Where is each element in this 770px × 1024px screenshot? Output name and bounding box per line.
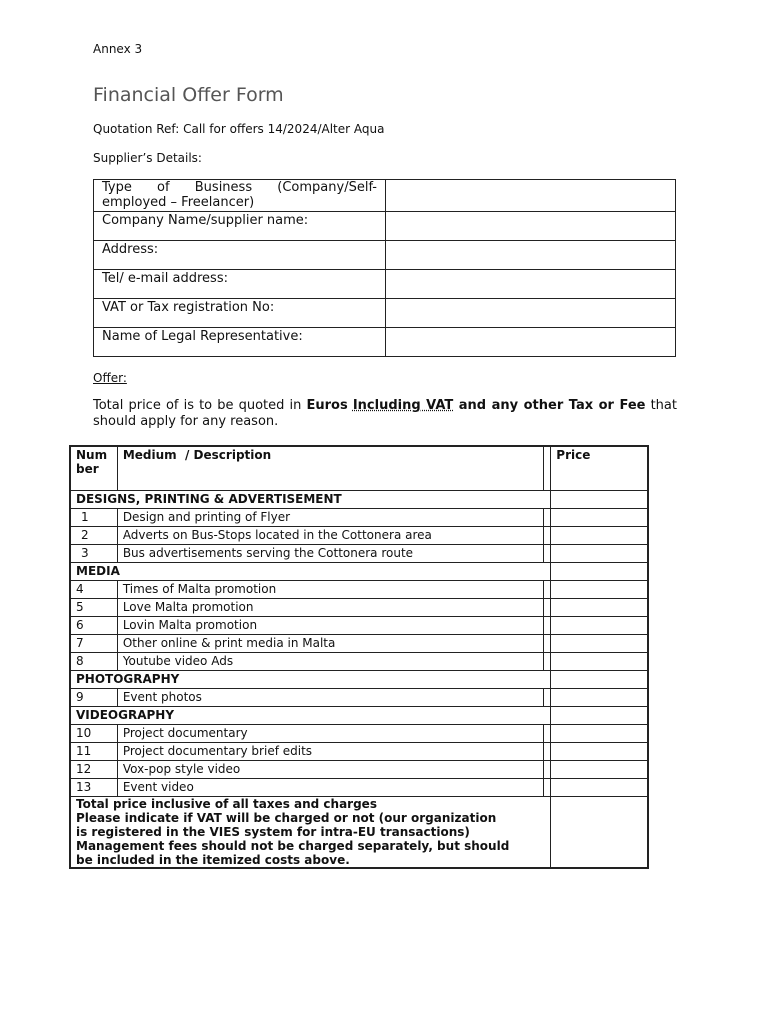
table-row: [70, 617, 648, 635]
header-gap: [544, 446, 551, 491]
row-description: Love Malta promotion: [117, 599, 543, 617]
row-number: 8: [70, 653, 117, 671]
section-row-videography: [70, 707, 648, 725]
supplier-row-legal: [94, 328, 676, 357]
row-number: 4: [70, 581, 117, 599]
price-cell[interactable]: [551, 491, 648, 509]
row-number: 2: [70, 527, 117, 545]
row-number: 13: [70, 779, 117, 797]
row-number: 7: [70, 635, 117, 653]
offer-euros: Euros: [306, 398, 348, 413]
row-description: Project documentary brief edits: [117, 743, 543, 761]
row-description: Vox-pop style video: [117, 761, 543, 779]
row-number: 12: [70, 761, 117, 779]
table-row: [70, 509, 648, 527]
table-row: [70, 761, 648, 779]
row-gap: [544, 527, 551, 545]
price-cell[interactable]: [551, 635, 648, 653]
table-row: [70, 689, 648, 707]
total-line: Total price inclusive of all taxes and charges: [76, 797, 377, 811]
table-row: [70, 527, 648, 545]
section-row-photography: [70, 671, 648, 689]
supplier-details-table: [93, 179, 676, 357]
price-cell[interactable]: [551, 509, 648, 527]
price-cell[interactable]: [551, 545, 648, 563]
row-description: Event video: [117, 779, 543, 797]
offer-including-vat: Including VAT: [352, 398, 454, 413]
company-name-label: Company Name/supplier name:: [94, 212, 386, 241]
supplier-row-type: [94, 180, 676, 212]
row-description: Youtube video Ads: [117, 653, 543, 671]
header-number: Number: [70, 446, 117, 491]
price-cell[interactable]: [551, 689, 648, 707]
table-row: [70, 635, 648, 653]
row-gap: [544, 581, 551, 599]
table-row: [70, 725, 648, 743]
total-line: be included in the itemized costs above.: [76, 853, 350, 867]
price-cell[interactable]: [551, 725, 648, 743]
row-gap: [544, 743, 551, 761]
row-description: Bus advertisements serving the Cottonera route: [117, 545, 543, 563]
vat-field[interactable]: [386, 299, 676, 328]
legal-rep-field[interactable]: [386, 328, 676, 357]
table-row: [70, 743, 648, 761]
row-number: 10: [70, 725, 117, 743]
type-of-business-label: [94, 180, 386, 212]
total-line: is registered in the VIES system for intra-EU transactions): [76, 825, 470, 839]
price-cell[interactable]: [551, 563, 648, 581]
section-title: MEDIA: [70, 563, 551, 581]
price-cell[interactable]: [551, 761, 648, 779]
row-description: Design and printing of Flyer: [117, 509, 543, 527]
type-of-business-field[interactable]: [386, 180, 676, 212]
section-row-designs: [70, 491, 648, 509]
suppliers-details-label: Supplier’s Details:: [93, 151, 202, 165]
table-row: [70, 581, 648, 599]
price-cell[interactable]: [551, 617, 648, 635]
row-description: Times of Malta promotion: [117, 581, 543, 599]
row-gap: [544, 761, 551, 779]
offer-instructions: [93, 398, 677, 430]
section-title: DESIGNS, PRINTING & ADVERTISEMENT: [70, 491, 551, 509]
type-label-line2: employed – Freelancer): [102, 195, 255, 210]
address-label: Address:: [94, 241, 386, 270]
price-table: [69, 445, 649, 869]
section-title: VIDEOGRAPHY: [70, 707, 551, 725]
row-number: 6: [70, 617, 117, 635]
address-field[interactable]: [386, 241, 676, 270]
price-table-header: [70, 446, 648, 491]
price-cell[interactable]: [551, 707, 648, 725]
company-name-field[interactable]: [386, 212, 676, 241]
row-gap: [544, 725, 551, 743]
row-description: Lovin Malta promotion: [117, 617, 543, 635]
row-gap: [544, 599, 551, 617]
row-gap: [544, 509, 551, 527]
price-cell[interactable]: [551, 581, 648, 599]
supplier-row-vat: [94, 299, 676, 328]
total-row: [70, 797, 648, 869]
row-description: Other online & print media in Malta: [117, 635, 543, 653]
row-number: 9: [70, 689, 117, 707]
table-row: [70, 653, 648, 671]
row-number: 1: [70, 509, 117, 527]
total-price-cell[interactable]: [551, 797, 648, 869]
table-row: [70, 779, 648, 797]
table-row: [70, 545, 648, 563]
header-price: Price: [551, 446, 648, 491]
row-gap: [544, 779, 551, 797]
price-cell[interactable]: [551, 743, 648, 761]
page-title: Financial Offer Form: [93, 84, 284, 106]
row-number: 11: [70, 743, 117, 761]
row-number: 5: [70, 599, 117, 617]
row-number: 3: [70, 545, 117, 563]
offer-text-part3: that should apply for any reason.: [93, 398, 677, 429]
row-description: Adverts on Bus-Stops located in the Cottonera area: [117, 527, 543, 545]
section-row-media: [70, 563, 648, 581]
row-gap: [544, 545, 551, 563]
supplier-row-address: [94, 241, 676, 270]
total-label: [70, 797, 551, 869]
row-gap: [544, 617, 551, 635]
offer-text-part1: Total price of is to be quoted in: [93, 398, 307, 413]
price-cell[interactable]: [551, 599, 648, 617]
supplier-row-company: [94, 212, 676, 241]
price-cell[interactable]: [551, 653, 648, 671]
section-title: PHOTOGRAPHY: [70, 671, 551, 689]
price-cell[interactable]: [551, 671, 648, 689]
vat-label: VAT or Tax registration No:: [94, 299, 386, 328]
tel-email-field[interactable]: [386, 270, 676, 299]
price-cell[interactable]: [551, 527, 648, 545]
row-gap: [544, 689, 551, 707]
supplier-row-tel: [94, 270, 676, 299]
price-cell[interactable]: [551, 779, 648, 797]
row-description: Project documentary: [117, 725, 543, 743]
type-label-line1: Type of Business (Company/Self-: [102, 180, 377, 195]
offer-text-part2: and any other Tax or Fee: [453, 398, 646, 413]
legal-rep-label: Name of Legal Representative:: [94, 328, 386, 357]
row-gap: [544, 635, 551, 653]
row-gap: [544, 653, 551, 671]
quotation-ref: Quotation Ref: Call for offers 14/2024/Alter Aqua: [93, 122, 385, 136]
total-line: Management fees should not be charged separately, but should: [76, 839, 510, 853]
tel-email-label: Tel/ e-mail address:: [94, 270, 386, 299]
offer-label: Offer:: [93, 371, 127, 385]
row-description: Event photos: [117, 689, 543, 707]
total-line: Please indicate if VAT will be charged or not (our organization: [76, 811, 497, 825]
header-description: Medium / Description: [117, 446, 543, 491]
table-row: [70, 599, 648, 617]
annex-label: Annex 3: [93, 42, 143, 56]
